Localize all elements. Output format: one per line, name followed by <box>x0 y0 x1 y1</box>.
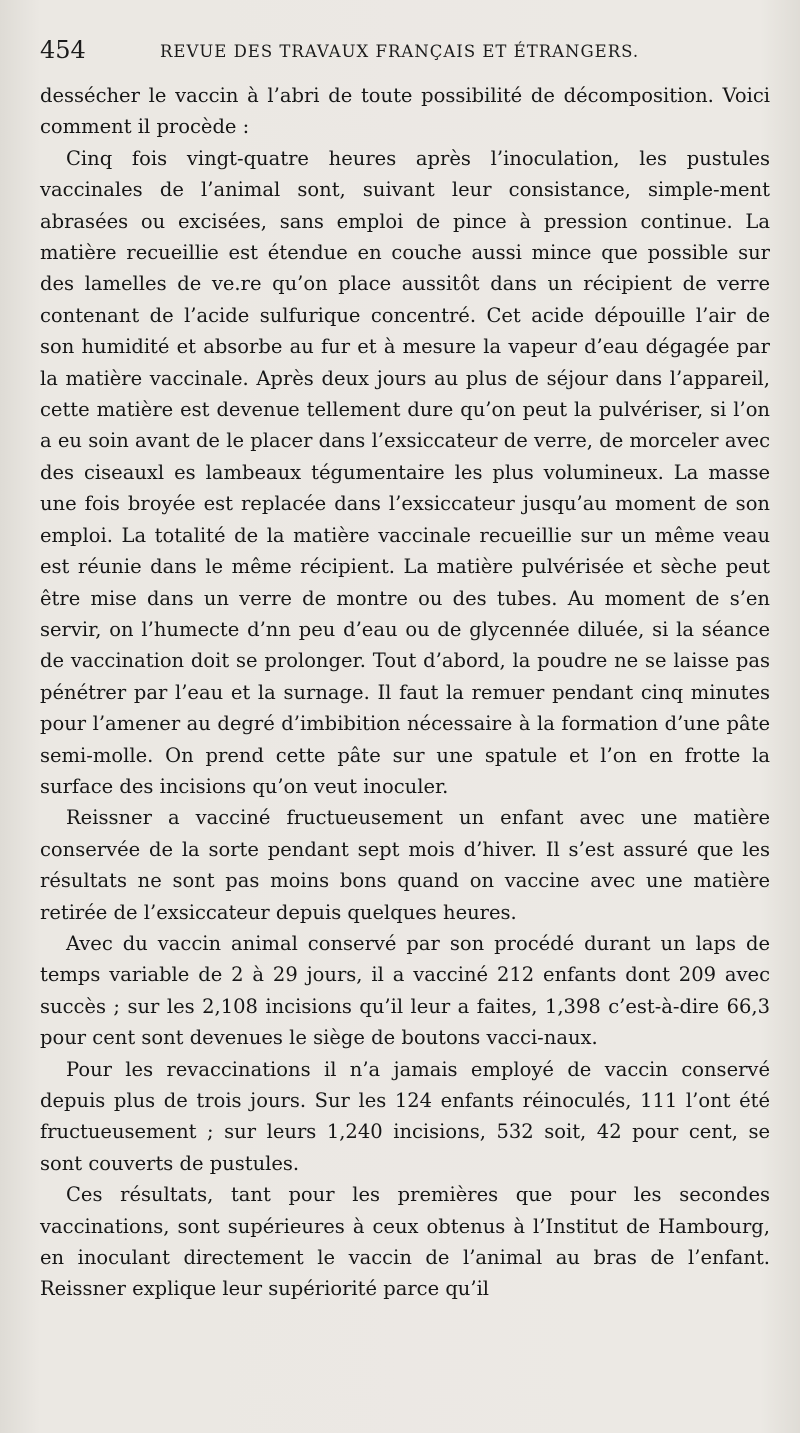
paragraph-continuation: dessécher le vaccin à l’abri de toute possibilité de décomposition. Voici comment il procède : <box>40 84 770 139</box>
paragraph-procedure: Cinq fois vingt-quatre heures après l’inoculation, les pustules vaccinales de l’animal sont, suivant leur consistance, simple-ment abrasées ou excisées, sans emploi de pince à pression continue. La matière recueillie est étendue en couche aussi mince que possible sur des lamelles de ve.re qu’on place aussitôt dans un récipient de verre contenant de l’acide sulfurique concentré. Cet acide dépouille l’air de son humidité et absorbe au fur et à mesure la vapeur d’eau dégagée par la matière vaccinale. Après deux jours au plus de séjour dans l’appareil, cette matière est devenue tellement dure qu’on peut la pulvériser, si l’on a eu soin avant de le placer dans l’exsiccateur de verre, de morceler avec des ciseauxl es lambeaux tégumentaire les plus volumineux. La masse une fois broyée est replacée dans l’exsiccateur jusqu’au moment de son emploi. La totalité de la matière vaccinale recueillie sur un même veau est réunie dans le même récipient. La matière pulvérisée et sèche peut être mise dans un verre de montre ou des tubes. Au moment de s’en servir, on l’humecte d’nn peu d’eau ou de glycennée diluée, si la séance de vaccination doit se prolonger. Tout d’abord, la poudre ne se laisse pas pénétrer par l’eau et la surnage. Il faut la remuer pendant cinq minutes pour l’amener au degré d’imbibition nécessaire à la formation d’une pâte semi-molle. On prend cette pâte sur une spatule et l’on en frotte la surface des incisions qu’on veut inoculer. <box>40 146 770 798</box>
paragraph-conservation: Reissner a vacciné fructueusement un enfant avec une matière conservée de la sorte pendant sept mois d’hiver. Il s’est assuré que les résultats ne sont pas moins bons quand on vaccine avec une matière retirée de l’exsiccateur depuis quelques heures. <box>40 806 770 924</box>
page-number: 454 <box>40 36 86 64</box>
running-title: REVUE DES TRAVAUX FRANÇAIS ET ÉTRANGERS. <box>160 42 640 61</box>
paragraph-revaccination-results: Pour les revaccinations il n’a jamais employé de vaccin conservé depuis plus de trois jours. Sur les 124 enfants réinoculés, 111 l’ont été fructueusement ; sur leurs 1,240 incisions, 532 soit, 42 pour cent, se sont couverts de pustules. <box>40 1057 770 1175</box>
paragraph-vaccination-results: Avec du vaccin animal conservé par son procédé durant un laps de temps variable de 2 à 29 jours, il a vacciné 212 enfants dont 209 avec succès ; sur les 2,108 incisions qu’il leur a faites, 1,398 c’est-à-dire 66,3 pour cent sont devenues le siège de boutons vacci-naux. <box>40 931 770 1050</box>
page-header <box>40 34 780 70</box>
body-text <box>40 80 770 1305</box>
paragraph-comparison: Ces résultats, tant pour les premières que pour les secondes vaccinations, sont supérieures à ceux obtenus à l’Institut de Hambourg, en inoculant directement le vaccin de l’animal au bras de l’enfant. Reissner explique leur supériorité parce qu’il <box>40 1183 770 1301</box>
